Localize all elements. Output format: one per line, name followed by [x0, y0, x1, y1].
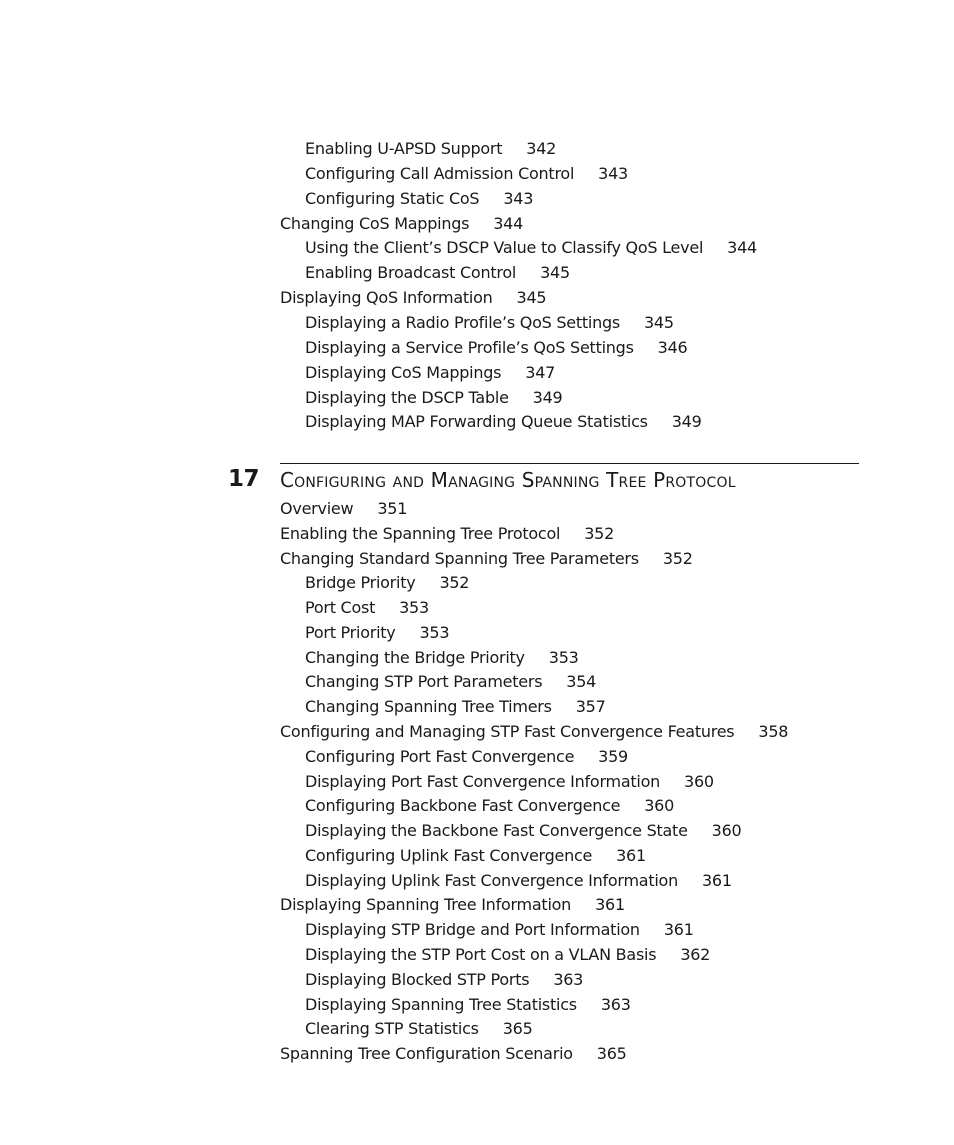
toc-entry-page: 361 [616, 845, 646, 865]
toc-entry-title: Configuring and Managing STP Fast Convergence Features [280, 722, 735, 742]
toc-entry-title: Enabling the Spanning Tree Protocol [280, 523, 561, 543]
toc-entry-page: 360 [644, 796, 675, 816]
toc-entry-page: 342 [526, 139, 557, 158]
toc-entry[interactable] [305, 1019, 533, 1039]
chapter-title: Configuring and Managing Spanning Tree Protocol [280, 468, 736, 492]
toc-entry-page: 363 [600, 994, 631, 1014]
toc-entry[interactable] [280, 895, 625, 915]
toc-entry-page: 361 [595, 895, 625, 915]
toc-entry-page: 358 [758, 722, 789, 742]
toc-entry-page: 349 [532, 387, 563, 407]
toc-entry-page: 345 [516, 288, 547, 308]
toc-entry-page: 344 [727, 238, 757, 258]
toc-entry-title: Bridge Priority [305, 573, 416, 593]
toc-entry[interactable] [280, 499, 407, 519]
toc-entry[interactable] [305, 970, 583, 990]
toc-entry-title: Changing CoS Mappings [280, 213, 470, 233]
toc-entry-title: Changing STP Port Parameters [305, 672, 543, 692]
toc-entry[interactable] [305, 945, 710, 965]
toc-entry-title: Displaying Blocked STP Ports [305, 969, 530, 989]
toc-entry[interactable] [305, 772, 714, 792]
toc-entry[interactable] [280, 722, 788, 742]
toc-entry-page: 351 [377, 499, 408, 518]
toc-entry[interactable] [305, 672, 596, 692]
toc-entry-title: Spanning Tree Configuration Scenario [280, 1044, 573, 1064]
toc-entry-page: 363 [553, 969, 584, 989]
toc-entry-page: 365 [502, 1019, 533, 1039]
toc-entry-page: 346 [657, 337, 688, 357]
toc-entry-title: Displaying the DSCP Table [305, 387, 509, 407]
toc-entry[interactable] [305, 412, 702, 432]
toc-entry-title: Port Cost [305, 598, 376, 618]
toc-entry[interactable] [305, 747, 628, 767]
toc-entry[interactable] [305, 164, 628, 184]
toc-entry-page: 349 [671, 412, 702, 432]
toc-entry[interactable] [305, 796, 674, 816]
toc-entry[interactable] [305, 920, 694, 940]
toc-entry-title: Overview [280, 499, 354, 518]
toc-entry-title: Configuring Backbone Fast Convergence [305, 796, 621, 816]
toc-entry[interactable] [305, 139, 556, 159]
toc-entry[interactable] [305, 363, 555, 383]
toc-entry-title: Displaying Uplink Fast Convergence Information [305, 870, 678, 890]
toc-entry-title: Displaying STP Bridge and Port Information [305, 920, 640, 940]
toc-entry-title: Displaying Port Fast Convergence Information [305, 771, 661, 791]
toc-entry-page: 343 [598, 163, 628, 183]
toc-entry-title: Displaying QoS Information [280, 288, 493, 308]
toc-entry-page: 361 [663, 920, 694, 940]
toc-entry-title: Clearing STP Statistics [305, 1019, 479, 1039]
toc-entry-title: Enabling U-APSD Support [305, 139, 503, 158]
toc-entry-title: Changing the Bridge Priority [305, 647, 525, 667]
toc-entry-title: Displaying Spanning Tree Information [280, 895, 572, 915]
toc-entry[interactable] [280, 549, 693, 569]
toc-entry[interactable] [305, 238, 757, 258]
toc-entry-page: 352 [662, 548, 693, 568]
toc-entry-page: 343 [503, 188, 534, 208]
toc-entry-title: Displaying the STP Port Cost on a VLAN Basis [305, 945, 657, 965]
toc-entry[interactable] [280, 288, 546, 308]
toc-entry-page: 365 [596, 1044, 627, 1064]
toc-entry[interactable] [305, 995, 631, 1015]
toc-entry-page: 360 [711, 821, 742, 841]
toc-entry-page: 361 [701, 870, 732, 890]
toc-entry-page: 353 [548, 647, 579, 667]
toc-entry-title: Port Priority [305, 622, 396, 642]
toc-entry-page: 362 [680, 945, 711, 965]
toc-entry-title: Configuring Uplink Fast Convergence [305, 845, 593, 865]
toc-entry[interactable] [305, 821, 741, 841]
toc-entry-title: Displaying MAP Forwarding Queue Statistics [305, 412, 648, 432]
toc-entry-page: 352 [439, 573, 470, 593]
toc-entry[interactable] [305, 697, 606, 717]
toc-entry-title: Displaying a Service Profile’s QoS Settings [305, 337, 634, 357]
toc-entry[interactable] [305, 388, 562, 408]
toc-entry-page: 354 [566, 672, 597, 692]
toc-entry-title: Using the Client’s DSCP Value to Classify QoS Level [305, 238, 704, 258]
toc-entry[interactable] [305, 846, 646, 866]
toc-entry-page: 359 [598, 746, 628, 766]
toc-entry-title: Configuring Static CoS [305, 188, 480, 208]
toc-entry-title: Enabling Broadcast Control [305, 263, 517, 283]
toc-entry-page: 345 [540, 263, 570, 283]
chapter-number: 17 [228, 466, 260, 492]
toc-entry[interactable] [305, 189, 533, 209]
toc-entry[interactable] [280, 524, 614, 544]
toc-entry[interactable] [280, 214, 523, 234]
toc-entry[interactable] [305, 648, 579, 668]
toc-entry[interactable] [305, 313, 674, 333]
toc-entry-page: 357 [575, 697, 606, 717]
toc-entry-page: 344 [493, 213, 523, 233]
toc-entry-title: Displaying CoS Mappings [305, 362, 502, 382]
toc-entry-page: 353 [419, 622, 450, 642]
toc-entry[interactable] [305, 623, 449, 643]
toc-entry-title: Changing Spanning Tree Timers [305, 697, 552, 717]
toc-entry[interactable] [305, 338, 687, 358]
toc-entry[interactable] [305, 871, 732, 891]
toc-entry[interactable] [305, 598, 429, 618]
toc-entry-title: Displaying a Radio Profile’s QoS Settings [305, 312, 620, 332]
toc-entry-page: 352 [584, 523, 614, 543]
toc-entry-page: 360 [684, 771, 714, 791]
toc-entry[interactable] [280, 1044, 627, 1064]
toc-entry-page: 347 [525, 362, 556, 382]
toc-entry-title: Displaying Spanning Tree Statistics [305, 994, 577, 1014]
toc-entry-page: 353 [399, 598, 429, 618]
toc-entry-title: Displaying the Backbone Fast Convergence State [305, 821, 688, 841]
toc-entry[interactable] [305, 263, 570, 283]
toc-entry-page: 345 [644, 312, 674, 332]
toc-entry-title: Configuring Call Admission Control [305, 163, 575, 183]
toc-entry-title: Changing Standard Spanning Tree Parameters [280, 548, 639, 568]
toc-entry[interactable] [305, 573, 469, 593]
toc-entry-title: Configuring Port Fast Convergence [305, 746, 575, 766]
chapter-divider [280, 463, 859, 464]
